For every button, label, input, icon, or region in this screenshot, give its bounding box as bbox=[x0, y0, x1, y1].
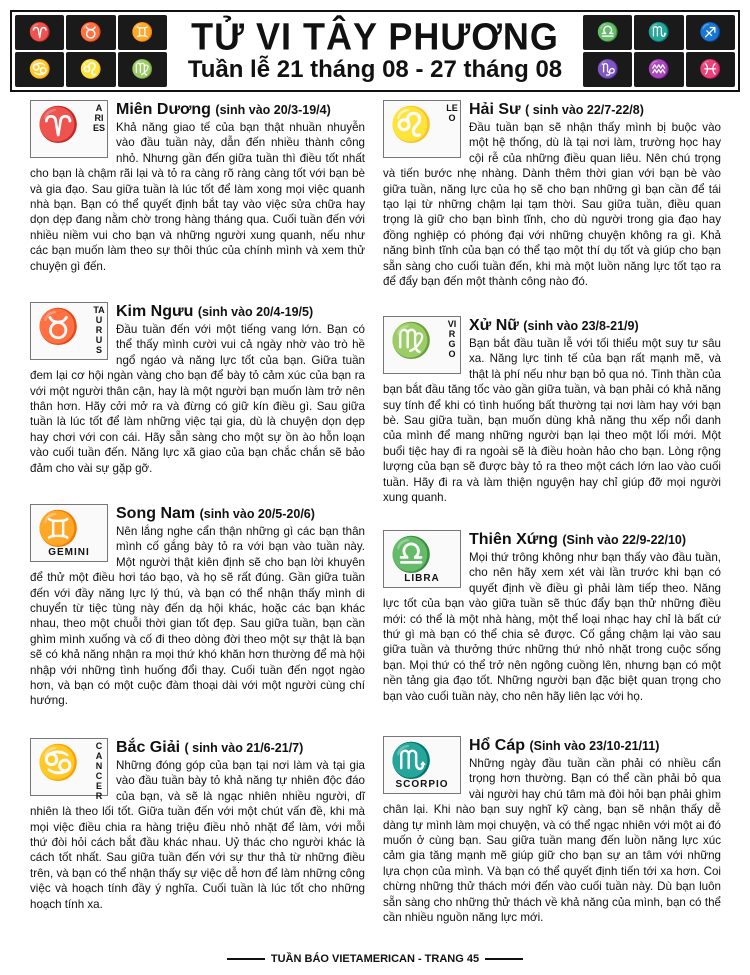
gemini-twins-icon: ♊ GEMINI bbox=[30, 504, 108, 562]
sign-dates: (Sinh vào 22/9-22/10) bbox=[562, 533, 687, 547]
sign-name: Kim Ngưu bbox=[116, 303, 194, 320]
sign-dates: ( sinh vào 22/7-22/8) bbox=[525, 103, 644, 117]
sign-text: Đầu tuần đến với một tiếng vang lớn. Bạn có thể thấy mình cười vui cả ngày nhờ vào trò hề ngổ ngáo và năng lực tốt của bạn. Giữa tuần đem lại cơ hội ngàn vàng cho bạn để bày tỏ cảm xúc của bạn ra với một người thân cận, hay là một người bạn muốn làm trở nên thân hơn. Hãy cởi mở ra và đừng có giữ kín điều gì. Sau giữa tuần là lúc tốt để làm những việc tại gia, dù là chuyện dọn dẹp hay chơi với con cái. Hãy sẵn sàng cho một sự ồn ào hỗn loạn vào cuối tuần đến. Năng lực xã giao của bạn chắc chắn sẽ bảo đảm cho vài sự gặp gỡ. bbox=[30, 323, 365, 475]
sign-name: Xử Nữ bbox=[469, 317, 519, 334]
horoscope-gemini bbox=[30, 504, 365, 709]
horoscope-cancer bbox=[30, 738, 365, 912]
sign-text: Bạn bắt đầu tuần lễ với tối thiểu một suy tư sâu xa. Năng lực tinh tế của bạn rất mạnh mẽ, và thật là phí nếu như bạn bỏ qua nó. Tinh thần của bạn bắt đầu tăng tốc vào gần giữa tuần, và bạn phải có khả năng suy tính để khi có tình huống bất thường tại nơi làm hay với bạn bè. Sau giữa tuần, bạn muốn dùng khả năng thu xếp nổi danh của mình để mang những người bạn lại theo một lối mới. Một buổi tiệc hay đi ra ngoài sẽ là điều hoàn hảo cho bạn. Lòng rộng lượng của bạn sẽ được bày tỏ ra theo một cách lớn lao vào cuối tuần. Hãy đi ra và làm thiện nguyện hay chỉ giúp đỡ mọi người xung quanh. bbox=[383, 337, 721, 505]
zodiac-tile-icon: ♒ bbox=[634, 52, 683, 87]
sign-dates: (Sinh vào 23/10-21/11) bbox=[529, 739, 660, 753]
sign-text: Đầu tuần bạn sẽ nhận thấy mình bị buộc vào một hệ thống, dù là tại nơi làm, trường học hay cội rễ của những điều quan liêu. Nên chú trọng và tiến bước nhẹ nhàng. Dành thêm thời gian với bạn bè vào giữa tuần, năng lực của họ sẽ cho bạn những gì bạn cần để tái tạo lại từ những chậm lại tạm thời. Sau giữa tuần, điều quan trọng là giữ cho bạn bình tĩnh, cho dù người trong gia đạo hay đồng nghiệp có phóng đại với những chuyện không ra gì. Khả năng bình tĩnh của bạn có thể tạo một thí dụ tốt và giúp cho bạn sẵn sàng cho cuối tuần đến, khi mà một luồn năng lực tốt tạo ra để đẩy bạn đến một thành công nào đó. bbox=[383, 121, 721, 289]
sign-dates: (sinh vào 23/8-21/9) bbox=[523, 319, 639, 333]
footer-rule-right bbox=[485, 958, 523, 960]
title-block bbox=[177, 12, 573, 90]
sign-text: Nên lắng nghe cẩn thận những gì các bạn thân mình cố gắng bày tỏ ra với bạn vào tuần này. Một người thật kiên định sẽ cho bạn lời khuyên để thử một điều hơi táo bạo, và họ sẽ rất đúng. Gần giữa tuần đến với đầy năng lực lý thú, và bạn có thể nhận thấy mình di chuyển từ tiệc tùng này đến dạ hội khác, hoặc các bạn khác nhau, theo một chuỗi thời gian tốt đẹp. Sau giữa tuần, bạn cần ghìm mình xuống và cố đi theo dòng đời theo một sự thật là bạn sẽ có khả năng nhận ra mọi thứ khó khăn hơn thường để mà hội nhập với những tình huống đổi thay. Cuối tuần đến ngọt ngào hơn, và bạn có một cuộc đàm thoại dài với một người cùng chí hướng. bbox=[30, 525, 365, 708]
scorpio-scorpion-icon: ♏ SCORPIO bbox=[383, 736, 461, 794]
sign-dates: (sinh vào 20/3-19/4) bbox=[215, 103, 331, 117]
page-title: TỬ VI TÂY PHƯƠNG bbox=[191, 14, 559, 58]
sign-name: Hải Sư bbox=[469, 101, 521, 118]
horoscope-scorpio bbox=[383, 736, 721, 925]
cancer-crab-icon: ♋ CANCER bbox=[30, 738, 108, 796]
sign-text: Những ngày đầu tuần cần phải có nhiều cẩn trọng hơn thường. Bạn có thể cần phải bỏ qua vài người hay chú tâm mà đòi hỏi bạn phải ghìm chân lại. Khi nào bạn suy nghĩ kỹ càng, bạn sẽ nhận thấy dễ dàng tự mình làm mọi chuyện, và có thể ngạc nhiên với một ai đó muốn ở cùng bạn. Sau giữa tuần mang đến luồn năng lực xúc cảm gia tăng mạnh mẽ giúp giữ cho bạn sự an tâm với những lựa chọn của mình. Và bạn có thể quyết định tiến tới xa hơn. Coi chừng những thử thách mới đến vào cuối tuần này. Dù bạn luôn sẵn sàng cho những thử thách về khả năng của mình, bạn có thể cần nhiều nguồn năng lực mới. bbox=[383, 757, 721, 925]
virgo-maiden-icon: ♍ VIRGO bbox=[383, 316, 461, 374]
page-footer bbox=[0, 953, 750, 965]
aries-ram-icon: ♈ ARIES bbox=[30, 100, 108, 158]
horoscope-virgo bbox=[383, 316, 721, 505]
sign-text: Những đóng góp của bạn tại nơi làm và tại gia vào đầu tuần bày tỏ khả năng tự nhiên độc đáo của bạn, và sẽ là ngạc nhiên nhiều người, dĩ nhiên là theo lối tốt. Giữa tuần đến với một chút vấn đề, khi mà mọi việc điều chia ra hàng triệu điều nhỏ nhặt để làm, với mỗi thứ đòi hỏi cách bắt đầu khác nhau. Uỷ thác cho người khác là cách tốt nhất. Sau giữa tuần đến với sự thư thả từ những điều trên, và bạn có thể nhận thấy sự việc dễ hơn để làm những công việc và hoạch tính đầy ý nghĩa. Cuối tuần là lúc tốt cho những hoạch tính xa. bbox=[30, 759, 365, 911]
taurus-bull-icon: ♉ TAURUS bbox=[30, 302, 108, 360]
page-subtitle: Tuần lễ 21 tháng 08 - 27 tháng 08 bbox=[187, 56, 563, 83]
horoscope-libra bbox=[383, 530, 721, 704]
sign-text: Khả năng giao tế của bạn thật nhuần nhuyễn vào đầu tuần này, dẫn đến nhiều thành công nhỏ. Nhưng gần đến giữa tuần thì điều tốt nhất cho bạn là chậm rãi lại và tỏ ra càng rõ ràng càng tốt với bạn bè và gia đạo. Sau giữa tuần là lúc tốt để làm xong mọi việc quanh nhà bạn. Bạn có thể quyết định bắt tay vào việc sửa chữa hay dọn dẹp đang nằm chờ trong hàng tháng qua. Cuối tuần đến với nhiều niềm vui cho bạn và những người xung quanh, nếu như các bạn muốn làm theo sự thôi thúc của chính mình và xem thử chuyện gì đến. bbox=[30, 121, 365, 273]
zodiac-tile-icon: ♑ bbox=[583, 52, 632, 87]
zodiac-tile-icon: ♊ bbox=[118, 15, 167, 50]
libra-scales-icon: ♎ LIBRA bbox=[383, 530, 461, 588]
sign-dates: (sinh vào 20/4-19/5) bbox=[197, 305, 314, 319]
sign-name: Bắc Giải bbox=[116, 739, 181, 756]
sign-name: Song Nam bbox=[116, 505, 196, 522]
sign-text: Mọi thứ trông không như bạn thấy vào đầu tuần, cho nên hãy xem xét vài lần trước khi bạn có quyết định về điều gì phải làm tiếp theo. Năng lực tốt của bạn vào giữa tuần sẽ thúc đẩy bạn thử những điều mới: có thể là một nhà hàng, một thể loại nhạc hay chỉ là bất cứ thứ gì mà bạn có thể chia sẻ được. Cố gắng chậm lại vào sau giữa tuần và thưởng thức những thứ nhỏ nhặt trong cuộc sống bạn. Mọi thứ có thể trở nên ngông cuồng lên, nhưng bạn có một nền tảng gia đạo tốt. Những người bạn đặc biệt quan trọng cho bạn vào cuối tuần này, cho nên hãy liên lạc với họ. bbox=[383, 551, 721, 703]
sign-name: Hổ Cáp bbox=[469, 737, 525, 754]
zodiac-tile-icon: ♋ bbox=[15, 52, 64, 87]
sign-name: Thiên Xứng bbox=[469, 531, 558, 548]
zodiac-artwork-left bbox=[15, 15, 167, 87]
sign-name: Miên Dương bbox=[116, 101, 211, 118]
zodiac-tile-icon: ♐ bbox=[686, 15, 735, 50]
zodiac-tile-icon: ♏ bbox=[634, 15, 683, 50]
footer-text: TUẦN BÁO VIETAMERICAN - TRANG 45 bbox=[270, 953, 480, 965]
zodiac-tile-icon: ♌ bbox=[66, 52, 115, 87]
zodiac-tile-icon: ♓ bbox=[686, 52, 735, 87]
horoscope-taurus bbox=[30, 302, 365, 476]
zodiac-tile-icon: ♍ bbox=[118, 52, 167, 87]
zodiac-tile-icon: ♎ bbox=[583, 15, 632, 50]
header-banner bbox=[10, 10, 740, 92]
sign-dates: ( sinh vào 21/6-21/7) bbox=[184, 741, 304, 755]
zodiac-tile-icon: ♈ bbox=[15, 15, 64, 50]
sign-dates: (sinh vào 20/5-20/6) bbox=[199, 507, 315, 521]
leo-lion-icon: ♌ LEO bbox=[383, 100, 461, 158]
zodiac-tile-icon: ♉ bbox=[66, 15, 115, 50]
horoscope-leo bbox=[383, 100, 721, 289]
zodiac-artwork-right bbox=[583, 15, 735, 87]
horoscope-aries bbox=[30, 100, 365, 274]
footer-rule-left bbox=[227, 958, 265, 960]
